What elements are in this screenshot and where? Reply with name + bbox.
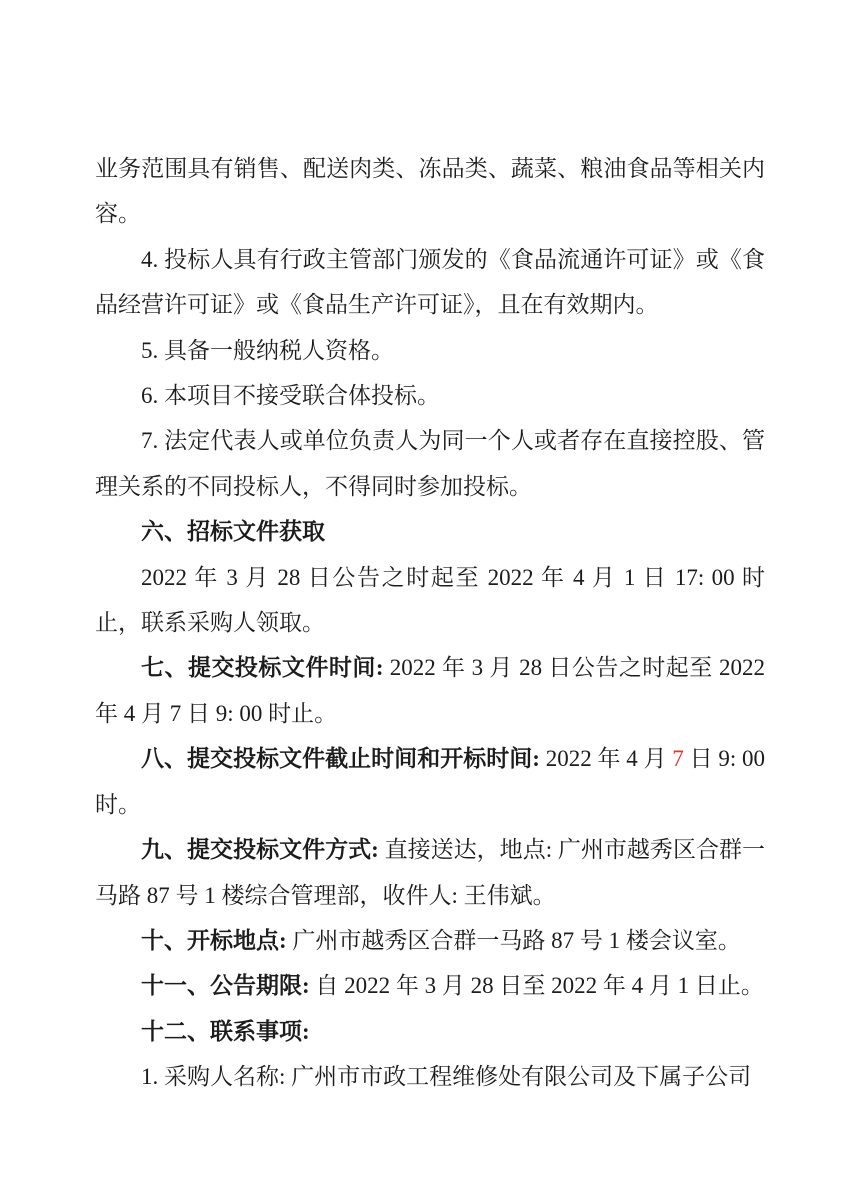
section-heading-text: 十、开标地点: <box>141 927 287 953</box>
text-run: 1. 采购人名称: 广州市市政工程维修处有限公司及下属子公司 <box>141 1064 752 1090</box>
para-item-5-taxpayer <box>95 328 765 373</box>
para-section-9-submission-method <box>95 827 765 918</box>
section-heading-text: 八、提交投标文件截止时间和开标时间: <box>141 746 540 772</box>
section-heading-text: 十一、公告期限: <box>141 973 310 999</box>
text-run: 6. 本项目不接受联合体投标。 <box>141 383 440 409</box>
text-run: 自 2022 年 3 月 28 日至 2022 年 4 月 1 日止。 <box>309 973 764 999</box>
para-section-7-submission-time <box>95 645 765 736</box>
text-run: 直接送达，地点: 广州市越秀区合群一马路 87 号 1 楼综合管理部，收件人: 王伟斌。 <box>95 837 765 908</box>
para-section-6-body <box>95 555 765 646</box>
text-run: 2022 年 3 月 28 日公告之时起至 2022 年 4 月 1 日 17: 00 时止，联系采购人领取。 <box>95 564 765 636</box>
section-heading-text: 七、提交投标文件时间: <box>141 655 384 681</box>
text-run: 7. 法定代表人或单位负责人为同一个人或者存在直接控股、管理关系的不同投标人，不得同时参加投标。 <box>95 428 765 499</box>
text-run: 2022 年 3 月 28 日公告之时起至 2022 年 4 月 7 日 9: 00 时止。 <box>95 655 765 726</box>
para-section-11-announcement-period <box>95 963 765 1008</box>
text-run: 2022 年 4 月 <box>539 746 673 772</box>
para-business-scope-continuation <box>95 146 765 237</box>
section-heading-text: 十二、联系事项: <box>141 1018 310 1044</box>
text-run: 日 9: 00 时。 <box>95 746 765 817</box>
text-run: 业务范围具有销售、配送肉类、冻品类、蔬菜、粮油食品等相关内容。 <box>95 156 765 227</box>
text-run: 4. 投标人具有行政主管部门颁发的《食品流通许可证》或《食品经营许可证》或《食品生产许可证》，且在有效期内。 <box>95 246 765 318</box>
highlighted-date-digit: 7 <box>672 746 684 772</box>
text-run: 5. 具备一般纳税人资格。 <box>141 337 394 363</box>
text-run: 广州市越秀区合群一马路 87 号 1 楼会议室。 <box>286 927 741 953</box>
section-heading-text: 九、提交投标文件方式: <box>141 837 379 863</box>
heading-section-6-document-acquisition <box>95 509 765 554</box>
para-purchaser-name <box>95 1054 765 1099</box>
para-item-7-legal-representative <box>95 418 765 509</box>
para-section-8-deadline-opening-time <box>95 736 765 827</box>
document-body <box>95 146 765 1100</box>
section-heading-text: 六、招标文件获取 <box>141 519 325 545</box>
para-section-10-opening-location <box>95 918 765 963</box>
heading-section-12-contact-matters <box>95 1009 765 1054</box>
para-item-4-license <box>95 237 765 328</box>
para-item-6-no-consortium <box>95 373 765 418</box>
